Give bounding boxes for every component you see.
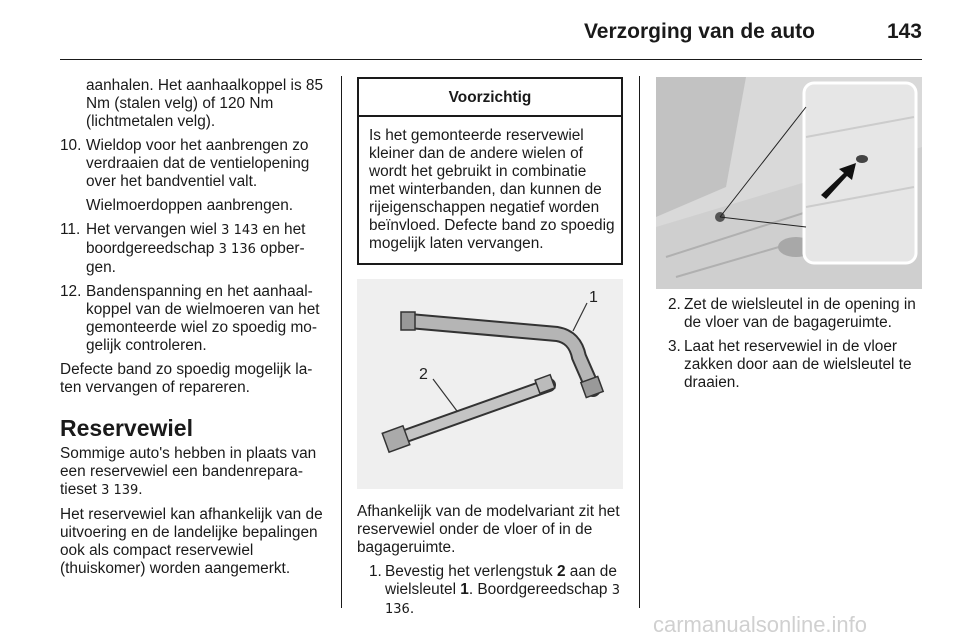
page-reference-link[interactable]: 3 143: [221, 223, 259, 238]
caution-box: [357, 77, 623, 265]
body-paragraph: Defecte band zo spoedig mogelijk laten vervangen of repareren.: [60, 361, 313, 396]
step-list-2: [357, 563, 623, 619]
figure-label-2: 2: [419, 366, 428, 383]
list-item: [668, 296, 922, 332]
list-item: [60, 283, 326, 355]
step-text: Laat het reservewiel in de vloer zakken door aan de wielsleutel te draaien.: [684, 338, 912, 391]
body-paragraph: Het reservewiel kan afhankelijk van de uitvoering en de landelijke bepalingen ook als compact reservewiel (thuiskomer) worden aangemerkt.: [60, 506, 323, 577]
column-divider-1: [341, 76, 342, 608]
list-item: [60, 137, 326, 215]
page-reference-link[interactable]: 3 136: [385, 583, 621, 617]
step-number: 2.: [668, 296, 681, 313]
step-number: 11.: [60, 221, 81, 238]
trunk-floor-illustration: [656, 77, 922, 289]
section-heading: Reservewiel: [60, 415, 193, 441]
list-item: [60, 221, 326, 277]
page-reference-link[interactable]: 3 136: [218, 242, 256, 257]
page-header-title: Verzorging van de auto: [583, 20, 815, 43]
step-text: Wieldop voor het aanbrengen zo verdraaien dat de ventielopening over het bandventiel valt.: [86, 137, 310, 190]
step-list-1: [60, 137, 326, 355]
step-list-3: [656, 296, 922, 392]
figure-label-1: 1: [589, 289, 598, 306]
step-number: 1.: [369, 563, 382, 580]
step-number: 3.: [668, 338, 681, 355]
tool-illustration: [357, 279, 623, 489]
caution-text: Is het gemonteerde reservewiel kleiner dan de andere wielen of wordt het gebruikt in combinatie met winterbanden, dan kunnen de rijeigenschappen negatief worden beïnvloed. Defecte band zo spoedig mogelijk laten vervangen.: [369, 127, 615, 252]
caution-title: Voorzichtig: [359, 79, 621, 117]
step-number: 12.: [60, 283, 82, 300]
body-paragraph: Afhankelijk van de modelvariant zit het reservewiel onder de vloer of in de bagageruimte.: [357, 503, 620, 556]
step-text: Zet de wielsleutel in de opening in de vloer van de bagageruimte.: [684, 296, 916, 331]
step-text: Bevestig het verlengstuk 2 aan de wielsleutel 1. Boordgereedschap 3 136.: [385, 563, 621, 617]
page-reference-link[interactable]: 3 139: [101, 483, 139, 498]
step-text: Wielmoerdoppen aanbrengen.: [86, 197, 294, 214]
header-divider: [60, 59, 922, 60]
body-paragraph: Sommige auto's hebben in plaats van een reservewiel een bandenreparatieset 3 139.: [60, 445, 317, 498]
column-2: [357, 77, 623, 625]
column-1: [60, 77, 326, 584]
page-number: 143: [886, 20, 922, 43]
list-item: [668, 338, 922, 392]
step-text: Bandenspanning en het aanhaalkoppel van de wielmoeren van het gemonteerde wiel zo spoedig mogelijk controleren.: [86, 283, 320, 354]
column-divider-2: [639, 76, 640, 608]
continued-text: aanhalen. Het aanhaalkoppel is 85 Nm (stalen velg) of 120 Nm (lichtmetalen velg).: [86, 77, 324, 130]
step-text: Het vervangen wiel 3 143 en het boordgereedschap 3 136 opbergen.: [86, 221, 306, 276]
watermark: carmanualsonline.info: [653, 612, 868, 637]
wheel-wrench-illustration: [357, 279, 623, 489]
trunk-floor-photo: [656, 77, 922, 289]
step-number: 10.: [60, 137, 82, 154]
list-item: [369, 563, 623, 619]
column-3: [656, 296, 922, 398]
